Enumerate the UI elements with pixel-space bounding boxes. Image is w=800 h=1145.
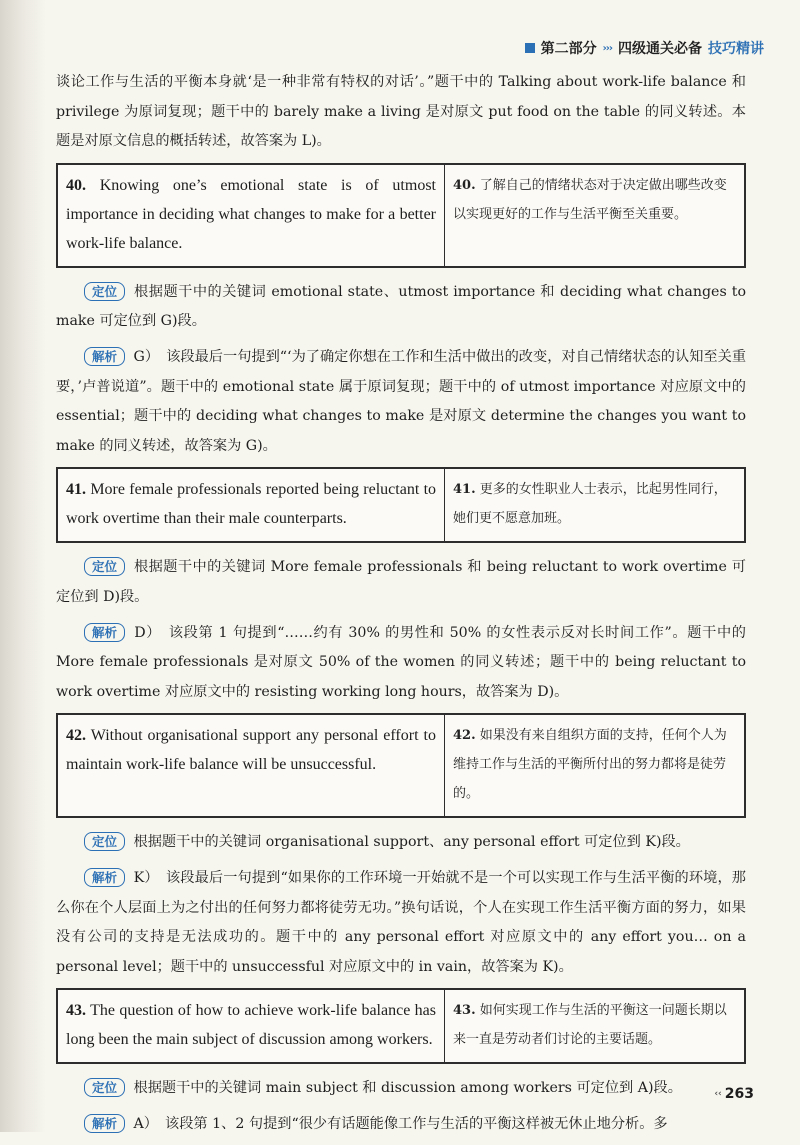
analysis-paragraph [56, 864, 746, 982]
question-box-43 [56, 988, 746, 1064]
locate-tag: 定位 [84, 282, 125, 301]
locate-text: 根据题干中的关键词 emotional state、utmost importance 和 deciding what changes to make 可定位到 G)段。 [56, 283, 746, 330]
square-bullet-icon [525, 43, 535, 53]
locate-tag: 定位 [84, 832, 125, 851]
analysis-paragraph [56, 343, 746, 461]
question-chinese [445, 165, 744, 266]
question-text: Knowing one’s emotional state is of utmost importance in deciding what changes to make for a better work-life balance. [66, 176, 436, 252]
locate-tag: 定位 [84, 557, 125, 576]
question-box-42 [56, 713, 746, 818]
question-english [58, 990, 445, 1062]
intro-paragraph: 谈论工作与生活的平衡本身就‘是一种非常有特权的对话’。”题干中的 Talking about work-life balance 和 privilege 为原词复现；题干中的 barely make a living 是对原文 put food on the table 的同义转述。本题是对原文信息的概括转述，故答案为 L)。 [56, 74, 746, 150]
page-number [714, 1086, 754, 1102]
question-number: 41. [66, 481, 86, 499]
question-translation: 如何实现工作与生活的平衡这一问题长期以来一直是劳动者们讨论的主要话题。 [453, 1003, 727, 1048]
question-translation: 更多的女性职业人士表示，比起男性同行，她们更不愿意加班。 [453, 482, 727, 527]
analysis-text: A） 该段第 1、2 句提到“很少有话题能像工作与生活的平衡这样被无休止地分析。多 [133, 1115, 668, 1132]
locate-tag: 定位 [84, 1078, 125, 1097]
question-chinese [445, 990, 744, 1062]
page-number-value: 263 [724, 1086, 754, 1102]
header-title: 四级通关必备 [618, 41, 702, 57]
question-text: Without organisational support any personal effort to maintain work-life balance will be unsuccessful. [66, 727, 436, 774]
question-text: More female professionals reported being reluctant to work overtime than their male counterparts. [66, 481, 437, 528]
question-box-41 [56, 467, 746, 543]
question-translation: 如果没有来自组织方面的支持，任何个人为维持工作与生活的平衡所付出的努力都将是徒劳的。 [453, 728, 727, 802]
question-number: 40. [66, 176, 86, 194]
page-binding-shadow [0, 0, 46, 1132]
page-marks-icon: ‹‹ [714, 1089, 722, 1099]
question-text: The question of how to achieve work-life balance has long been the main subject of discussion among workers. [66, 1002, 436, 1049]
running-header [525, 38, 764, 58]
locate-text: 根据题干中的关键词 More female professionals 和 being reluctant to work overtime 可定位到 D)段。 [56, 559, 746, 605]
header-section: 第二部分 [540, 41, 597, 57]
question-chinese [445, 715, 744, 816]
analysis-tag: 解析 [84, 623, 125, 642]
analysis-tag: 解析 [84, 868, 125, 887]
analysis-text: K） 该段最后一句提到“如果你的工作环境一开始就不是一个可以实现工作与生活平衡的环境，那么你在个人层面上为之付出的任何努力都将徒劳无功。”换句话说，个人在实现工作生活平衡方面的努力，如果没有公司的支持是无法成功的。题干中的 any personal effort 对应原文中的 any effort you… on a personal level；题干中的 unsuccessful 对应原文中的 in vain，故答案为 K)。 [56, 869, 746, 975]
question-number-zh: 41. [453, 482, 476, 498]
question-chinese [445, 469, 744, 541]
book-page [56, 0, 764, 1132]
question-english [58, 165, 445, 266]
question-number-zh: 40. [453, 177, 476, 193]
analysis-paragraph [56, 1110, 746, 1140]
header-highlight: 技巧精讲 [708, 41, 764, 57]
question-number: 43. [66, 1002, 86, 1020]
analysis-tag: 解析 [84, 1114, 125, 1133]
analysis-paragraph [56, 619, 746, 708]
analysis-text: D） 该段第 1 句提到“……约有 30% 的男性和 50% 的女性表示反对长时间工作”。题干中的 More female professionals 是对原文 50% of the women 的同义转述；题干中的 being reluctant to work overtime 对应原文中的 resisting working long hours，故答案为 D)。 [56, 624, 746, 700]
question-number-zh: 42. [453, 728, 476, 744]
locate-paragraph [56, 278, 746, 337]
question-english [58, 469, 445, 541]
question-number: 42. [66, 727, 86, 745]
question-box-40 [56, 163, 746, 268]
analysis-tag: 解析 [84, 347, 125, 366]
triple-arrow-icon: ››› [602, 42, 612, 54]
locate-paragraph [56, 1074, 746, 1104]
locate-paragraph [56, 828, 746, 858]
question-number-zh: 43. [453, 1003, 476, 1019]
locate-text: 根据题干中的关键词 main subject 和 discussion among workers 可定位到 A)段。 [133, 1080, 682, 1097]
locate-paragraph [56, 553, 746, 612]
question-english [58, 715, 445, 816]
question-translation: 了解自己的情绪状态对于决定做出哪些改变以实现更好的工作与生活平衡至关重要。 [453, 177, 727, 222]
analysis-text: G） 该段最后一句提到“‘为了确定你想在工作和生活中做出的改变，对自己情绪状态的认知至关重要，’卢普说道”。题干中的 emotional state 属于原词复现；题干中的 of utmost importance 对应原文中的 essential；题干中的 deciding what changes to make 是对原文 determine the changes you want to make 的同义转述，故答案为 G)。 [56, 348, 747, 454]
page-content [56, 68, 746, 1145]
locate-text: 根据题干中的关键词 organisational support、any personal effort 可定位到 K)段。 [133, 834, 690, 851]
